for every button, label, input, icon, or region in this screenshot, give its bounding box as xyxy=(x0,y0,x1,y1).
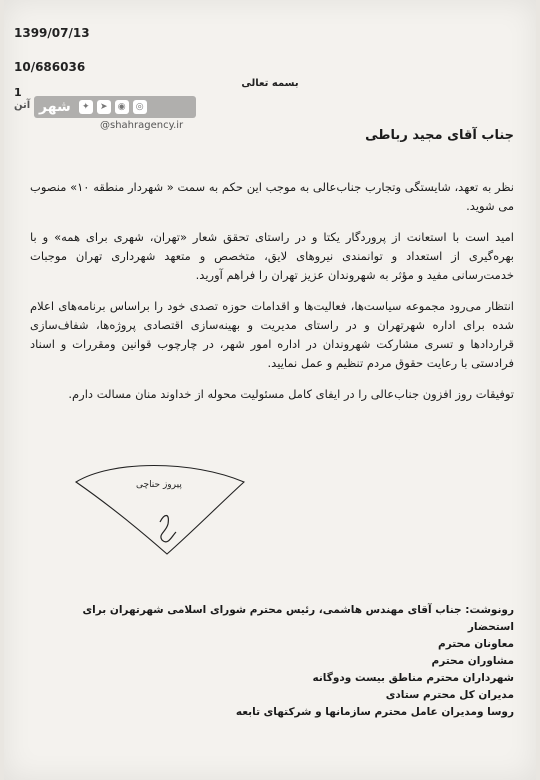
twitter-icon: ✦ xyxy=(79,100,93,114)
letter-number: 10/686036 xyxy=(14,60,86,74)
agency-logo: شهر xyxy=(39,99,71,115)
telegram-icon: ➤ xyxy=(97,100,111,114)
basmala-heading: بسمه تعالی xyxy=(241,78,299,89)
attachment-label: آتن xyxy=(14,100,31,111)
body-paragraph: نظر به تعهد، شایستگی وتجارب جناب‌عالی به موجب این حکم به سمت « شهردار منطقه ۱۰» منصوب می شوید. xyxy=(30,180,515,213)
letter-body xyxy=(30,178,514,416)
cc-item: روسا ومدیران عامل محترم سازمانها و شرکتهای تابعه xyxy=(235,706,514,718)
cc-list xyxy=(44,602,514,721)
agency-url: @shahragency.ir xyxy=(100,120,184,131)
cc-item: رونوشت: جناب آقای مهندس هاشمی، رئیس محترم شورای اسلامی شهرتهران برای استحضار xyxy=(82,604,514,633)
letter-addressee: جناب آقای مجید رباطی xyxy=(365,128,514,143)
cc-item: مدیران کل محترم ستادی xyxy=(385,689,514,701)
body-paragraph: انتظار می‌رود مجموعه سیاست‌ها، فعالیت‌ها و اقدامات حوزه تصدی خود را براساس برنامه‌های اعلام شده برای اداره شهرتهران و در راستای مدیریت و بهینه‌سازی اقتصادی پروژه‌ها، شفاف‌سازی قراردادها و تسری مشارکت شهروندان در اداره امور شهر، در چارچوب قوانین ومقررات و اسناد فرادستی با رعایت حقوق مردم تنظیم و عمل نمایید. xyxy=(30,299,514,370)
cc-item: مشاوران محترم xyxy=(431,655,514,667)
attachment-count: 1 xyxy=(14,86,22,99)
agency-watermark xyxy=(34,96,196,118)
letter-date: 1399/07/13 xyxy=(14,26,90,40)
signatory-name: پیروز حناچی xyxy=(136,480,182,490)
aparat-icon: ◉ xyxy=(115,100,129,114)
body-paragraph: امید است با استعانت از پروردگار یکتا و در راستای تحقق شعار «تهران، شهری برای همه» و با بهره‌گیری از استعداد و توانمندی نیروهای لایق، متخصص و متعهد شهرداری تهران موجبات خدمت‌رسانی مفید و مؤثر به شهروندان عزیز تهران را فراهم آورید. xyxy=(30,230,514,282)
handwritten-signature xyxy=(72,462,248,562)
cc-item: شهرداران محترم مناطق بیست ودوگانه xyxy=(312,672,514,684)
cc-item: معاونان محترم xyxy=(438,638,514,650)
instagram-icon: ◎ xyxy=(133,100,147,114)
body-paragraph: توفیقات روز افزون جناب‌عالی را در ایفای کامل مسئولیت محوله از خداوند منان مسالت دارم. xyxy=(68,387,514,401)
